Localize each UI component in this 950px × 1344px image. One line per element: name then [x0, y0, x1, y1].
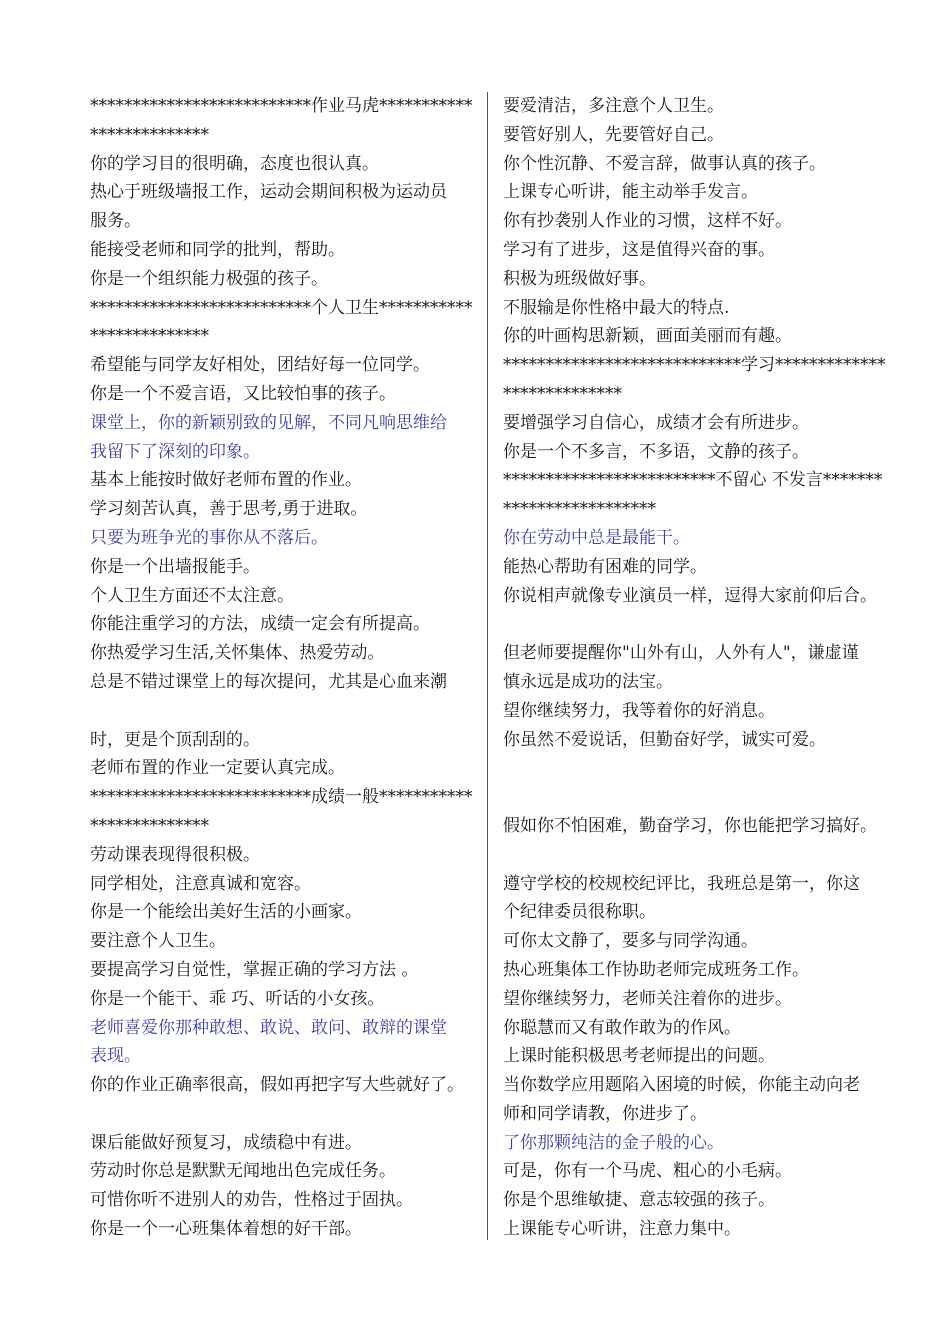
comment-line: 你虽然不爱说话，但勤奋好学，诚实可爱。: [503, 729, 826, 750]
comment-line: 不服输是你性格中最大的特点.: [503, 297, 730, 318]
comment-line: 望你继续努力，我等着你的好消息。: [503, 700, 775, 721]
comment-line: ****************************学习*************: [503, 355, 886, 376]
comment-line: 你是个思维敏捷、意志较强的孩子。: [503, 1190, 775, 1211]
comment-line: 你的作业正确率很高，假如再把字写大些就好了。: [90, 1075, 464, 1096]
comment-line: 你是一个不爱言语，又比较怕事的孩子。: [90, 383, 396, 404]
comment-line: 你说相声就像专业演员一样，逗得大家前仰后合。: [503, 585, 877, 606]
comment-line: 老师喜爱你那种敢想、敢说、敢问、敢辩的课堂: [90, 1017, 447, 1038]
comment-line: 慎永远是成功的法宝。: [503, 671, 673, 692]
comment-line: 积极为班级做好事。: [503, 268, 656, 289]
comment-line: 上课时能积极思考老师提出的问题。: [503, 1046, 775, 1067]
comment-line: 时，更是个顶刮刮的。: [90, 729, 260, 750]
comment-line: **************: [90, 124, 209, 145]
comment-line: 要增强学习自信心，成绩才会有所进步。: [503, 412, 809, 433]
comment-line: 假如你不怕困难，勤奋学习，你也能把学习搞好。: [503, 815, 877, 836]
comment-line: 你聪慧而又有敢作敢为的作风。: [503, 1017, 741, 1038]
comment-line: [503, 783, 903, 812]
comment-line: 同学相处，注意真诚和宽容。: [90, 873, 311, 894]
comment-line: 你的学习目的很明确，态度也很认真。: [90, 153, 379, 174]
comment-line: 我留下了深刻的印象。: [90, 441, 260, 462]
comment-line: 总是不错过课堂上的每次提问，尤其是心血来潮: [90, 671, 447, 692]
comment-line: [90, 1100, 485, 1129]
comment-line: 你在劳动中总是最能干。: [503, 527, 690, 548]
comment-line: **************: [90, 815, 209, 836]
comment-line: 遵守学校的校规校纪评比，我班总是第一，你这: [503, 873, 860, 894]
comment-line: 望你继续努力，老师关注着你的进步。: [503, 988, 792, 1009]
comment-line: 你是一个出墙报能手。: [90, 556, 260, 577]
comment-line: 希望能与同学友好相处，团结好每一位同学。: [90, 355, 430, 376]
comment-line: 基本上能按时做好老师布置的作业。: [90, 470, 362, 491]
comment-line: 能热心帮助有困难的同学。: [503, 556, 707, 577]
comment-line: 表现。: [90, 1046, 141, 1067]
comment-line: 了你那颗纯洁的金子般的心。: [503, 1132, 724, 1153]
comment-line: 但老师要提醒你"山外有山，人外有人"，谦虚谨: [503, 643, 859, 664]
comment-line: 要管好别人，先要管好自己。: [503, 124, 724, 145]
comment-line: 可你太文静了，要多与同学沟通。: [503, 931, 758, 952]
comment-line: 你热爱学习生活,关怀集体、热爱劳动。: [90, 643, 385, 664]
comment-line: 上课能专心听讲，注意力集中。: [503, 1219, 741, 1240]
comment-line: 服务。: [90, 211, 141, 232]
comment-line: 你个性沉静、不爱言辞，做事认真的孩子。: [503, 153, 826, 174]
comment-line: 老师布置的作业一定要认真完成。: [90, 758, 345, 779]
comment-line: 上课专心听讲，能主动举手发言。: [503, 182, 758, 203]
comment-line: *************************不留心 不发言*******: [503, 470, 883, 491]
comment-line: 要爱清洁，多注意个人卫生。: [503, 96, 724, 116]
comment-line: 你是一个能绘出美好生活的小画家。: [90, 902, 362, 923]
comment-line: 可是，你有一个马虎、粗心的小毛病。: [503, 1161, 792, 1182]
comment-line: 要注意个人卫生。: [90, 931, 226, 952]
comment-line: [503, 841, 903, 870]
comment-line: 热心于班级墙报工作，运动会期间积极为运动员: [90, 182, 447, 203]
comment-line: 课后能做好预复习，成绩稳中有进。: [90, 1132, 362, 1153]
comment-line: 师和同学请教，你进步了。: [503, 1103, 707, 1124]
comment-line: 你是一个能干、乖 巧、听话的小女孩。: [90, 988, 385, 1009]
comment-line: 要提高学习自觉性，掌握正确的学习方法 。: [90, 959, 419, 980]
comment-line: 个人卫生方面还不太注意。: [90, 585, 294, 606]
comment-line: 当你数学应用题陷入困境的时候，你能主动向老: [503, 1075, 860, 1096]
comment-line: 劳动时你总是默默无闻地出色完成任务。: [90, 1161, 396, 1182]
comment-line: 课堂上，你的新颖别致的见解，不同凡响思维给: [90, 412, 447, 433]
comment-line: 只要为班争光的事你从不落后。: [90, 527, 328, 548]
comment-line: 你是一个不多言，不多语，文静的孩子。: [503, 441, 809, 462]
comment-line: 劳动课表现得很积极。: [90, 844, 260, 865]
comment-line: 你是一个一心班集体着想的好干部。: [90, 1219, 362, 1240]
comment-line: 你是一个组织能力极强的孩子。: [90, 268, 328, 289]
comment-line: 学习有了进步，这是值得兴奋的事。: [503, 239, 775, 260]
comment-line: ******************: [503, 499, 656, 520]
comment-line: [503, 754, 903, 783]
comment-line: 学习刻苦认真，善于思考,勇于进取。: [90, 499, 368, 520]
comment-line: **************: [90, 326, 209, 347]
comment-line: 能接受老师和同学的批判，帮助。: [90, 239, 345, 260]
comment-line: 你有抄袭别人作业的习惯，这样不好。: [503, 211, 792, 232]
column-divider: [487, 92, 488, 1240]
comment-line: 你能注重学习的方法，成绩一定会有所提高。: [90, 614, 430, 635]
comment-line: [90, 697, 485, 726]
comment-line: 个纪律委员很称职。: [503, 902, 656, 923]
comment-line: [503, 610, 903, 639]
comment-line: **************************成绩一般***********: [90, 787, 473, 808]
comment-line: 可惜你听不进别人的劝告，性格过于固执。: [90, 1190, 413, 1211]
comment-line: **************************作业马虎***********: [90, 96, 473, 116]
right-column: [503, 92, 903, 1244]
comment-line: **************************个人卫生***********: [90, 297, 473, 318]
comment-line: 你的叶画构思新颖，画面美丽而有趣。: [503, 326, 792, 347]
comment-line: **************: [503, 383, 622, 404]
left-column: [90, 92, 485, 1244]
comment-line: 热心班集体工作协助老师完成班务工作。: [503, 959, 809, 980]
